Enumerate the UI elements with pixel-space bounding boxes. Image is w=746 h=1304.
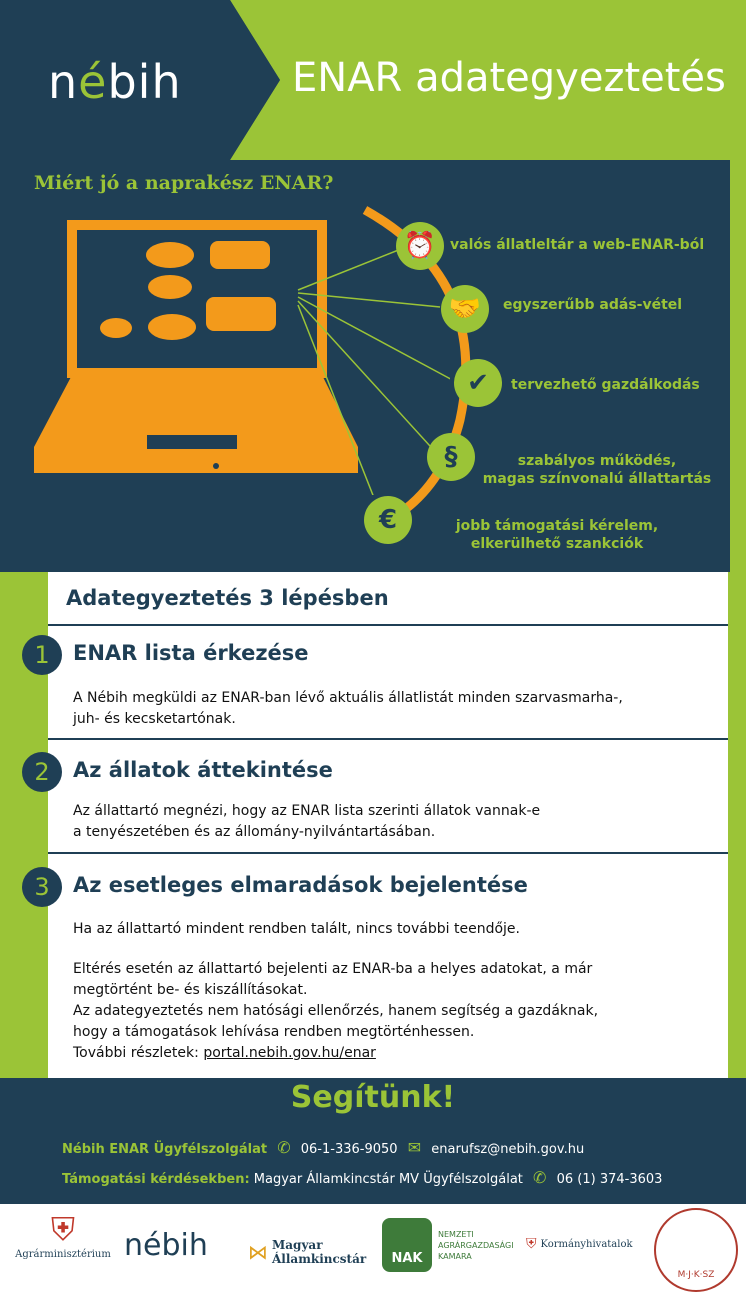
nak-line-2: AGRÁRGAZDASÁGI	[438, 1240, 514, 1250]
kincstar-icon: ⋈	[248, 1240, 268, 1264]
benefit-5	[432, 517, 682, 553]
agrarminiszterium-logo	[8, 1210, 118, 1260]
step-3-number: 3	[22, 867, 62, 907]
contact-1-label: Nébih ENAR Ügyfélszolgálat	[62, 1142, 268, 1157]
step-1-line-1: A Nébih megküldi az ENAR-ban lévő aktuális állatlistát minden szarvasmarha-,	[73, 690, 623, 706]
agrar-label: Agrárminisztérium	[15, 1249, 111, 1260]
nebih-footer-logo: nébih	[124, 1228, 208, 1263]
step-1-number: 1	[22, 635, 62, 675]
contact-2-org: Magyar Államkincstár MV Ügyfélszolgálat	[253, 1172, 523, 1187]
contact-2-label: Támogatási kérdésekben:	[62, 1172, 250, 1187]
handshake-icon: 🤝	[441, 285, 489, 333]
mjksz-logo: M·J·K·SZ	[654, 1208, 738, 1292]
phone-icon: ✆	[277, 1138, 291, 1157]
benefit-5-line-1: jobb támogatási kérelem,	[455, 518, 659, 534]
contact-1-phone[interactable]: 06-1-336-9050	[300, 1142, 398, 1157]
benefit-2: egyszerűbb adás-vétel	[503, 297, 683, 313]
step-3-line-3: megtörtént be- és kiszállításokat.	[73, 982, 308, 998]
divider	[48, 738, 728, 740]
divider	[48, 624, 728, 626]
kincstar-line-1: Magyar	[272, 1238, 323, 1252]
step-1-text	[73, 688, 713, 730]
help-title: Segítünk!	[290, 1080, 456, 1115]
checklist-icon: ✔	[454, 359, 502, 407]
clock-icon: ⏰	[396, 222, 444, 270]
kormany-label: Kormányhivatalok	[540, 1238, 633, 1250]
contact-1-email[interactable]: enarufsz@nebih.gov.hu	[431, 1142, 585, 1157]
step-2-number: 2	[22, 752, 62, 792]
why-accent-bar	[730, 160, 746, 572]
contact-line-2	[62, 1168, 662, 1187]
contact-2-phone[interactable]: 06 (1) 374-3603	[556, 1172, 663, 1187]
details-link[interactable]: portal.nebih.gov.hu/enar	[203, 1045, 376, 1061]
step-3-title: Az esetleges elmaradások bejelentése	[73, 873, 528, 897]
email-icon: ✉	[407, 1138, 422, 1157]
step-3-line-2: Eltérés esetén az állattartó bejelenti az ENAR-ba a helyes adatokat, a már	[73, 961, 593, 977]
step-2-line-1: Az állattartó megnézi, hogy az ENAR lista szerinti állatok vannak-e	[73, 803, 541, 819]
step-2-title: Az állatok áttekintése	[73, 758, 333, 782]
paragraph-icon: §	[427, 433, 475, 481]
nak-line-3: KAMARA	[438, 1251, 472, 1261]
coat-of-arms-icon: ⛨	[50, 1210, 75, 1248]
contact-line-1	[62, 1138, 584, 1157]
details-label: További részletek:	[73, 1045, 199, 1061]
step-1-title: ENAR lista érkezése	[73, 641, 309, 665]
benefit-1: valós állatleltár a web-ENAR-ból	[450, 237, 705, 253]
benefit-3: tervezhető gazdálkodás	[511, 377, 700, 393]
kincstar-logo	[248, 1238, 366, 1266]
why-title: Miért jó a naprakész ENAR?	[34, 172, 334, 194]
step-2-text	[73, 801, 713, 843]
euro-icon: €	[364, 496, 412, 544]
step-3-line-6	[73, 1043, 713, 1064]
step-2-line-2: a tenyészetében és az állomány-nyilvántartásában.	[73, 824, 436, 840]
divider	[48, 852, 728, 854]
step-1-line-2: juh- és kecsketartónak.	[73, 711, 236, 727]
page-title: ENAR adategyeztetés	[292, 55, 726, 101]
benefit-4-line-1: szabályos működés,	[517, 453, 677, 469]
benefit-5-line-2: elkerülhető szankciók	[470, 536, 644, 552]
benefit-4-line-2: magas színvonalú állattartás	[482, 471, 712, 487]
coat-of-arms-small-icon: ⛨	[526, 1236, 537, 1252]
step-3-line-5: hogy a támogatások lehívása rendben megtörténhessen.	[73, 1024, 475, 1040]
step-3-text	[73, 959, 713, 1064]
step-3-line-4: Az adategyeztetés nem hatósági ellenőrzés, hanem segítség a gazdáknak,	[73, 1003, 599, 1019]
kincstar-line-2: Államkincstár	[272, 1252, 367, 1266]
kormanyhivatalok-logo	[526, 1236, 633, 1252]
nak-logo	[382, 1218, 514, 1272]
nak-line-1: NEMZETI	[438, 1229, 474, 1239]
benefit-4	[472, 452, 722, 488]
nebih-logo: nébih	[48, 55, 182, 109]
steps-title: Adategyeztetés 3 lépésben	[66, 586, 389, 610]
phone-icon: ✆	[533, 1168, 547, 1187]
step-3-line-1: Ha az állattartó mindent rendben talált, nincs további teendője.	[73, 921, 520, 937]
nak-badge-icon: NAK	[382, 1218, 432, 1272]
